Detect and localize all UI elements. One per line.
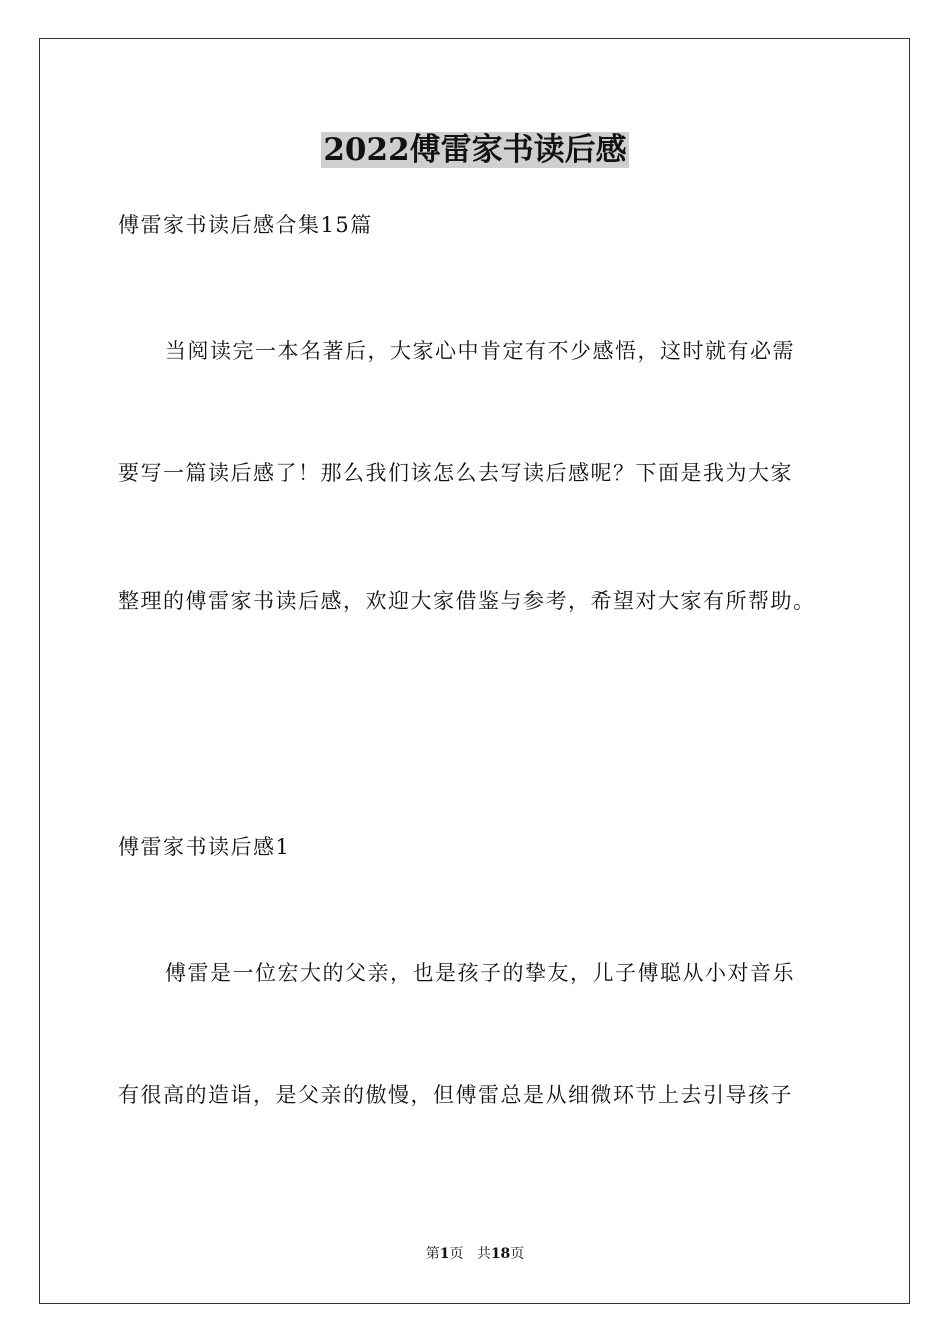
page-number-suffix: 页 <box>449 1246 464 1262</box>
page-number-current: 1 <box>439 1246 450 1262</box>
document-title <box>0 128 950 172</box>
page-footer <box>0 1244 950 1264</box>
intro-line-3: 整理的傅雷家书读后感，欢迎大家借鉴与参考，希望对大家有所帮助。 <box>118 589 816 613</box>
document-subtitle: 傅雷家书读后感合集15篇 <box>118 213 373 237</box>
section-heading: 傅雷家书读后感1 <box>118 835 291 859</box>
section-line-2: 有很高的造诣，是父亲的傲慢，但傅雷总是从细微环节上去引导孩子 <box>118 1083 793 1107</box>
intro-line-2: 要写一篇读后感了！那么我们该怎么去写读后感呢？下面是我为大家 <box>118 461 793 485</box>
page-total-count: 18 <box>490 1246 511 1262</box>
intro-line-1: 当阅读完一本名著后，大家心中肯定有不少感悟，这时就有必需 <box>165 339 795 363</box>
page-number-prefix: 第 <box>425 1246 440 1262</box>
section-line-1: 傅雷是一位宏大的父亲，也是孩子的挚友，儿子傅聪从小对音乐 <box>165 961 795 985</box>
document-title-text: 2022傅雷家书读后感 <box>323 132 627 168</box>
page-total-prefix: 共 <box>476 1246 491 1262</box>
page-total-suffix: 页 <box>510 1246 525 1262</box>
